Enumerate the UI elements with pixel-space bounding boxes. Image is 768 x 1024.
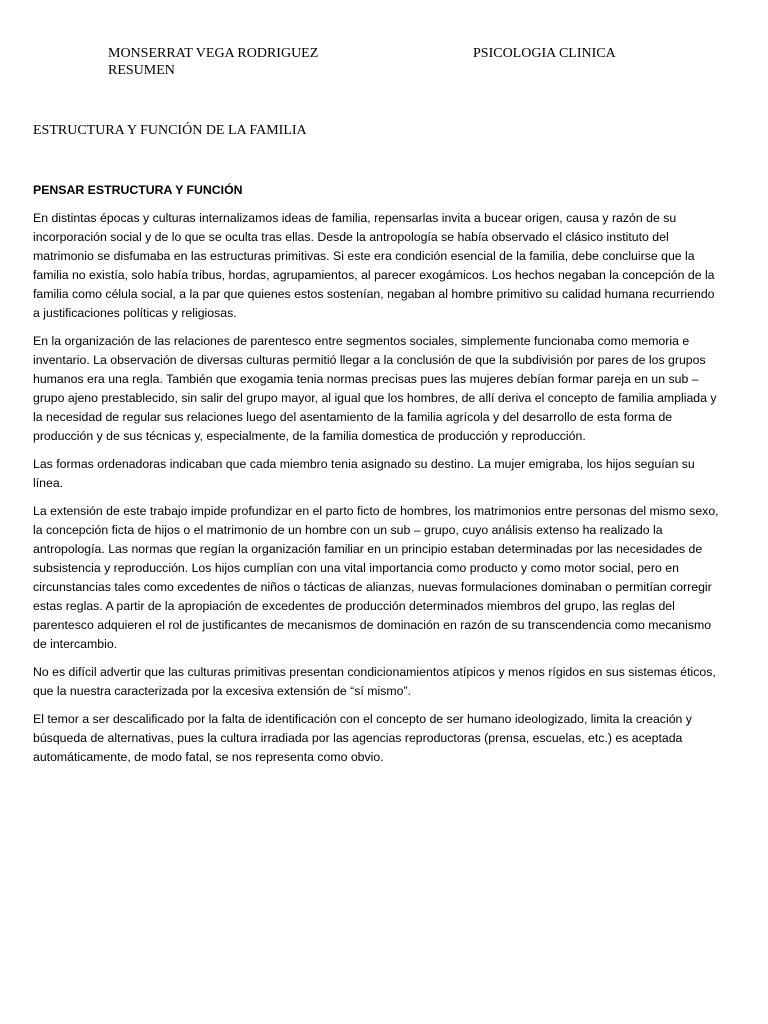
paragraph: En la organización de las relaciones de parentesco entre segmentos sociales, simplemente funcionaba como memoria e inventario. La observación de diversas culturas permitió llegar a la conclusión de que la subdivisión por pares de los grupos humanos era una regla. También que exogamia tenia normas precisas pues las mujeres debían formar pareja en un sub – grupo ajeno prestablecido, sin salir del grupo mayor, al igual que los hombres, de allí deriva el concepto de familia ampliada y la necesidad de regular sus relaciones luego del asentamiento de la familia agrícola y del desarrollo de esta forma de producción y de sus técnicas y, especialmente, de la familia domestica de producción y reproducción. — [33, 334, 717, 443]
paragraph: Las formas ordenadoras indicaban que cada miembro tenia asignado su destino. La mujer emigraba, los hijos seguían su línea. — [33, 457, 695, 490]
paragraph: En distintas épocas y culturas internalizamos ideas de familia, repensarlas invita a bucear origen, causa y razón de su incorporación social y de lo que se oculta tras ellas. Desde la antropología se había observado el clásico instituto del matrimonio se disfumaba en las estructuras primitivas. Si este era condición esencial de la familia, debe concluirse que la familia no existía, solo había tribus, hordas, agrupamientos, al parecer exogámicos. Los hechos negaban la concepción de la familia como célula social, a la par que quienes estos sostenían, negaban al hombre primitivo su calidad humana recurriendo a justificaciones políticas y religiosas. — [33, 211, 715, 320]
document-title: ESTRUCTURA Y FUNCIÓN DE LA FAMILIA — [33, 123, 307, 138]
subject-label: PSICOLOGIA CLINICA — [473, 46, 616, 61]
paragraph: No es difícil advertir que las culturas primitivas presentan condicionamientos atípicos y menos rígidos en sus sistemas éticos, que la nuestra caracterizada por la excesiva extensión de “sí mismo”. — [33, 665, 716, 698]
paragraph: La extensión de este trabajo impide profundizar en el parto ficto de hombres, los matrimonios entre personas del mismo sexo, la concepción ficta de hijos o el matrimonio de un hombre con un sub – grupo, cuyo análisis extenso ha realizado la antropología. Las normas que regían la organización familiar en un principio estaban determinadas por las necesidades de subsistencia y reproducción. Los hijos cumplían con una vital importancia como producto y como motor social, pero en circunstancias tales como excedentes de niños o tácticas de alianzas, nuevas formulaciones dominaban o permitían corregir estas reglas. A partir de la apropiación de excedentes de producción determinados miembros del grupo, las reglas del parentesco adquieren el rol de justificantes de mecanismos de dominación en razón de su transcendencia como mecanismo de intercambio. — [33, 504, 719, 651]
section-heading: PENSAR ESTRUCTURA Y FUNCIÓN — [33, 183, 243, 197]
author-name: MONSERRAT VEGA RODRIGUEZ — [108, 46, 319, 61]
paragraph: El temor a ser descalificado por la falta de identificación con el concepto de ser humano ideologizado, limita la creación y búsqueda de alternativas, pues la cultura irradiada por las agencias reproductoras (prensa, escuelas, etc.) es aceptada automáticamente, de modo fatal, se nos representa como obvio. — [33, 712, 692, 764]
document-type-label: RESUMEN — [108, 63, 175, 78]
document-body — [33, 181, 723, 776]
